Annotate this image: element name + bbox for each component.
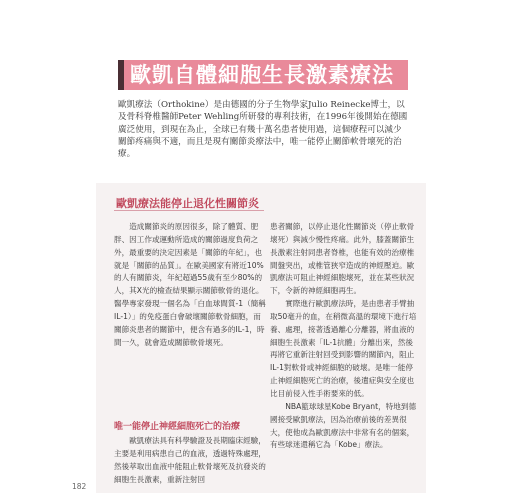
right-paragraph-2: 實際進行歐凱療法時，是由患者手臂抽取50毫升的血，在稍微高溫的環境下進行培養、處理，接著透過離心分離器，將血液的細胞生長激素「IL-1抗體」分離出來，然後再將它重新注射回受到影響的關節內，阻止IL-1對軟骨或神經細胞的破壞。是唯一能停止神經細胞死亡的治療，後遺症與安全度也比目前侵入性手術要來的低。 [270, 299, 417, 398]
right-column [270, 221, 420, 452]
page-number: 182 [72, 482, 87, 491]
section2-paragraph: 歐凱療法具有科學驗證及長期臨床經驗，主要是利用病患自己的血液，透過特殊處理，然後萃取出血液中能阻止軟骨壞死及抗發炎的細胞生長激素，重新注射回 [114, 436, 266, 484]
section-divider [114, 210, 264, 211]
left-column-lower [114, 435, 266, 486]
intro-text: 歐凱療法（Orthokine）是由德國的分子生物學家Julio Reinecke博士，以及骨科脊椎醫師Peter Wehling所研發的專利技術，在1996年後開始在德國廣泛使用，到現在為止，全球已有幾十萬名患者使用過，這個療程可以減少關節疼痛與不適，而且是現有關節炎療法中，唯一能停止關節軟骨壞死的治療。 [118, 100, 408, 160]
page-title: 歐凱自體細胞生長激素療法 [130, 63, 394, 87]
left-paragraph: 造成關節炎的原因很多，除了體質、肥胖、因工作或運動所造成的關節過度負荷之外，最重要的決定因素是「關節的年紀」，也就是「關節的品質」。在歐美國家有將近10%的人有關節炎，年紀超過55歲有至少80%的人，其X光的檢查結果顯示關節軟骨的退化。醫學專家發現一個名為「白血球間質-1（簡稱IL-1）」的免疫蛋白會破壞關節軟骨細胞，而關節炎患者的關節中，便含有過多的IL-1，時間一久，就會造成關節軟骨壞死。 [114, 222, 266, 347]
right-paragraph-3: NBA籃球球星Kobe Bryant，特地到德國接受歐凱療法，因為治療前後的差異很大，使他成為歐凱療法中非常有名的個案，有些球迷還稱它為「Kobe」療法。 [270, 401, 417, 450]
section-heading-2: 唯一能停止神經細胞死亡的治療 [114, 422, 241, 432]
section-heading-1: 歐凱療法能停止退化性關節炎 [116, 197, 259, 210]
title-accent-bar [118, 60, 124, 90]
right-paragraph-1: 患者關節，以停止退化性關節炎（停止軟骨壞死）與減少慢性疼痛。此外，膝蓋關節生長激素注射同患者脊椎，也能有效的治療椎間盤突出，或椎管狹窄造成的神經壓迫。歐凱療法可阻止神經細胞壞死，並在某些狀況下，令新的神經細胞再生。 [270, 222, 415, 296]
intro-paragraph [118, 99, 410, 160]
left-column [114, 221, 266, 349]
